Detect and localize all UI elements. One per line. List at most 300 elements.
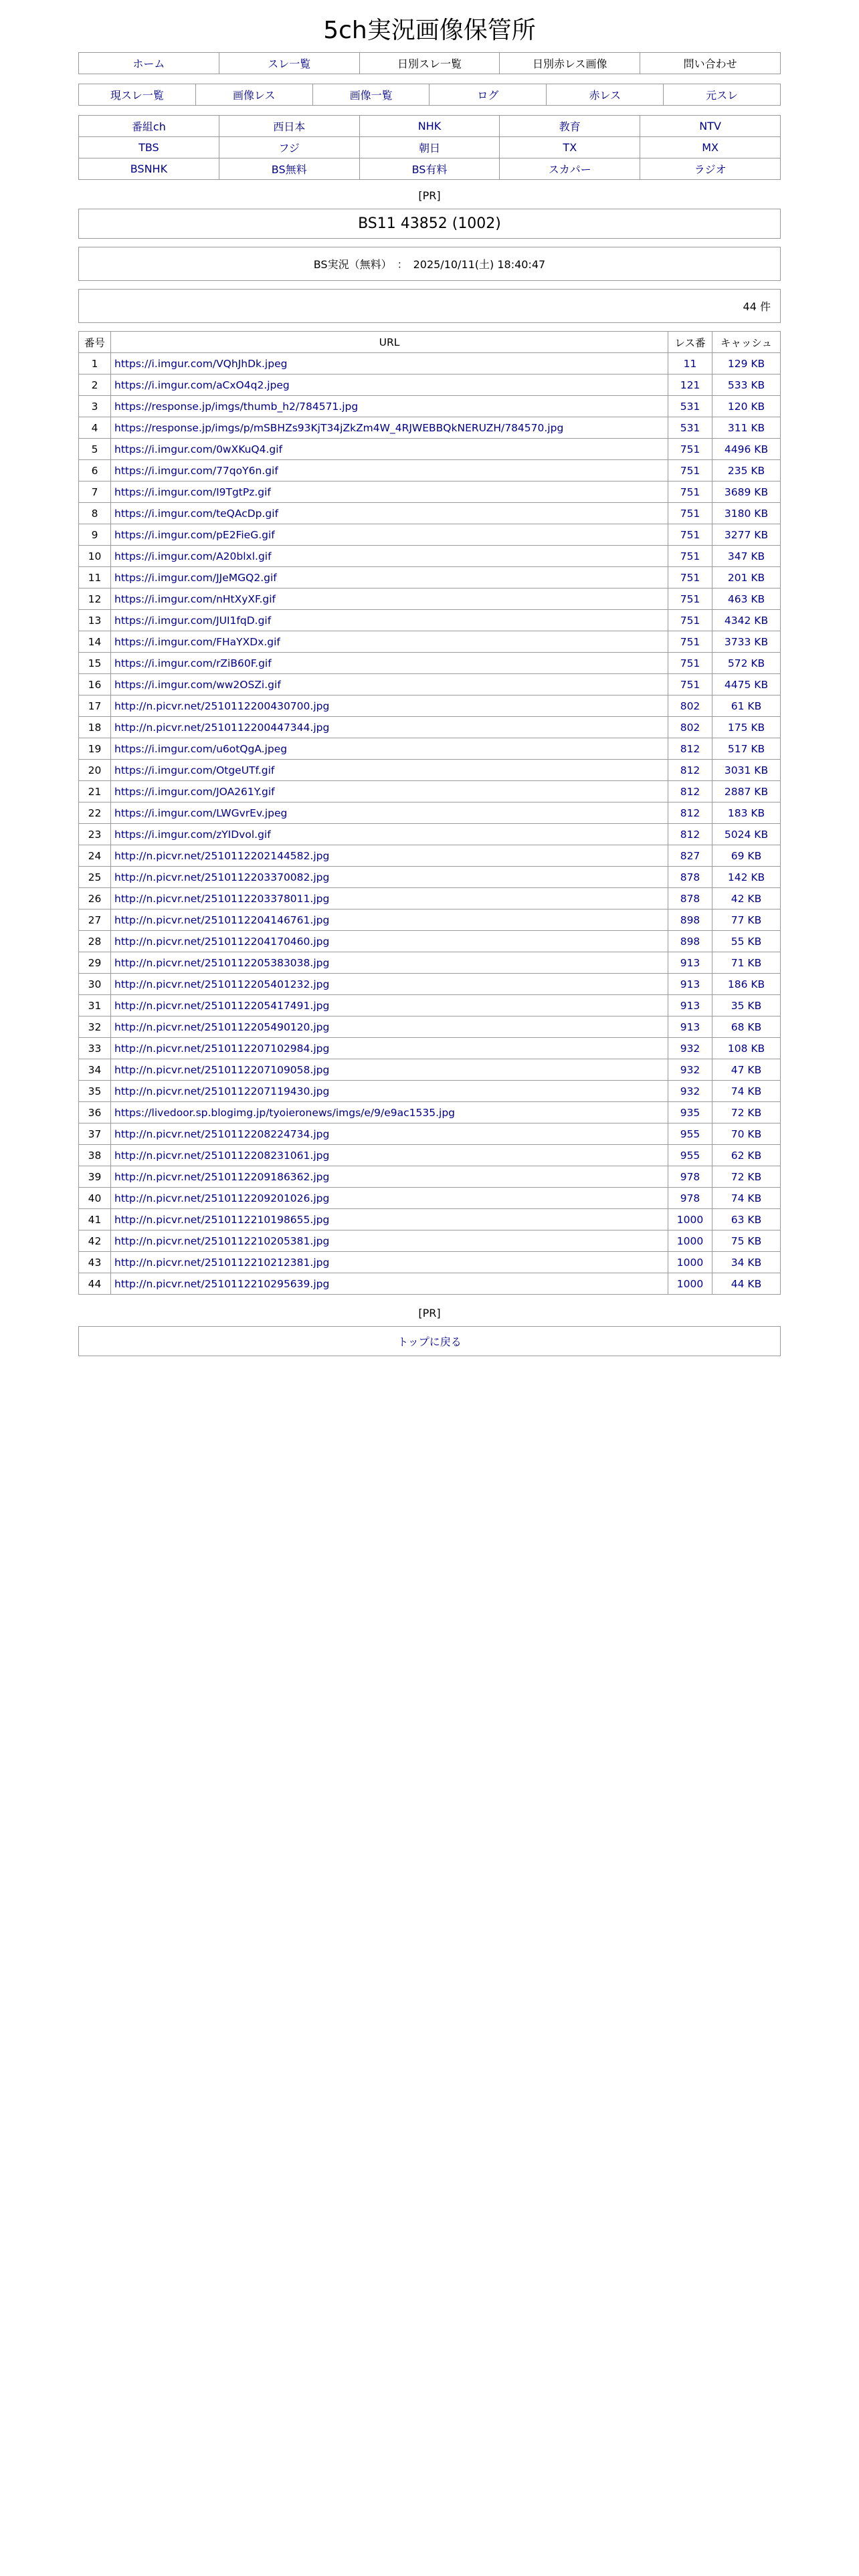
nav-image-list[interactable]: [312, 84, 430, 106]
res-number-link[interactable]: 751: [680, 550, 700, 562]
res-number-link[interactable]: 913: [680, 999, 700, 1012]
nav-thread-list[interactable]: [219, 53, 359, 74]
board-link[interactable]: ラジオ: [694, 163, 727, 176]
res-number-link[interactable]: 802: [680, 721, 700, 734]
row-res-cell[interactable]: [668, 995, 712, 1016]
row-cache-cell[interactable]: [712, 439, 781, 460]
image-url-link[interactable]: https://i.imgur.com/VQhJhDk.jpeg: [114, 357, 288, 370]
res-number-link[interactable]: 932: [680, 1085, 700, 1097]
row-res-cell[interactable]: [668, 867, 712, 888]
image-url-link[interactable]: http://n.picvr.net/2510112210198655.jpg: [114, 1213, 330, 1226]
cache-size-link[interactable]: 235 KB: [727, 464, 765, 477]
row-res-cell[interactable]: [668, 481, 712, 503]
image-url-link[interactable]: http://n.picvr.net/2510112207102984.jpg: [114, 1042, 330, 1055]
image-url-link[interactable]: https://i.imgur.com/A20blxl.gif: [114, 550, 272, 562]
nav-current-threads-link[interactable]: 現スレ一覧: [110, 89, 164, 102]
row-res-cell[interactable]: [668, 1230, 712, 1252]
row-cache-cell[interactable]: [712, 588, 781, 610]
row-cache-cell[interactable]: [712, 717, 781, 738]
row-cache-cell[interactable]: [712, 1123, 781, 1145]
cache-size-link[interactable]: 517 KB: [727, 742, 765, 755]
image-url-link[interactable]: http://n.picvr.net/2510112207109058.jpg: [114, 1063, 330, 1076]
row-cache-cell[interactable]: [712, 503, 781, 524]
cache-size-link[interactable]: 74 KB: [731, 1085, 762, 1097]
res-number-link[interactable]: 751: [680, 486, 700, 498]
row-url-cell[interactable]: [111, 546, 668, 567]
row-url-cell[interactable]: [111, 1102, 668, 1123]
row-url-cell[interactable]: [111, 610, 668, 631]
row-cache-cell[interactable]: [712, 952, 781, 974]
cache-size-link[interactable]: 74 KB: [731, 1192, 762, 1204]
image-url-link[interactable]: https://response.jp/imgs/thumb_h2/784571.jpg: [114, 400, 359, 413]
board-item[interactable]: [219, 158, 359, 180]
nav-original-thread-link[interactable]: 元スレ: [706, 89, 739, 102]
nav-contact[interactable]: [640, 53, 781, 74]
board-item[interactable]: [79, 116, 219, 137]
board-item[interactable]: [79, 137, 219, 158]
res-number-link[interactable]: 898: [680, 935, 700, 948]
cache-size-link[interactable]: 3180 KB: [724, 507, 769, 520]
res-number-link[interactable]: 751: [680, 593, 700, 605]
res-number-link[interactable]: 913: [680, 978, 700, 990]
row-res-cell[interactable]: [668, 503, 712, 524]
res-number-link[interactable]: 913: [680, 956, 700, 969]
row-url-cell[interactable]: [111, 1145, 668, 1166]
row-cache-cell[interactable]: [712, 546, 781, 567]
row-res-cell[interactable]: [668, 738, 712, 760]
row-url-cell[interactable]: [111, 845, 668, 867]
nav-contact-label[interactable]: 問い合わせ: [683, 58, 737, 70]
res-number-link[interactable]: 751: [680, 614, 700, 627]
cache-size-link[interactable]: 183 KB: [727, 807, 765, 819]
row-url-cell[interactable]: [111, 1059, 668, 1081]
row-res-cell[interactable]: [668, 781, 712, 802]
nav-daily-red-res-images[interactable]: [500, 53, 640, 74]
row-cache-cell[interactable]: [712, 417, 781, 439]
res-number-link[interactable]: 878: [680, 892, 700, 905]
image-url-link[interactable]: http://n.picvr.net/2510112202144582.jpg: [114, 849, 330, 862]
board-link[interactable]: BSNHK: [130, 163, 168, 175]
cache-size-link[interactable]: 5024 KB: [724, 828, 769, 841]
row-res-cell[interactable]: [668, 567, 712, 588]
row-res-cell[interactable]: [668, 631, 712, 653]
nav-image-list-link[interactable]: 画像一覧: [349, 89, 393, 102]
image-url-link[interactable]: http://n.picvr.net/2510112208224734.jpg: [114, 1128, 330, 1140]
cache-size-link[interactable]: 186 KB: [727, 978, 765, 990]
row-url-cell[interactable]: [111, 439, 668, 460]
res-number-link[interactable]: 751: [680, 571, 700, 584]
row-cache-cell[interactable]: [712, 824, 781, 845]
row-url-cell[interactable]: [111, 867, 668, 888]
board-link[interactable]: スカパー: [548, 163, 591, 176]
row-res-cell[interactable]: [668, 695, 712, 717]
res-number-link[interactable]: 898: [680, 914, 700, 926]
row-url-cell[interactable]: [111, 824, 668, 845]
cache-size-link[interactable]: 201 KB: [727, 571, 765, 584]
board-link[interactable]: フジ: [278, 142, 300, 154]
image-url-link[interactable]: http://n.picvr.net/2510112210205381.jpg: [114, 1235, 330, 1247]
image-url-link[interactable]: http://n.picvr.net/2510112205401232.jpg: [114, 978, 330, 990]
row-url-cell[interactable]: [111, 781, 668, 802]
board-item[interactable]: [640, 116, 781, 137]
row-cache-cell[interactable]: [712, 1209, 781, 1230]
image-url-link[interactable]: http://n.picvr.net/2510112204146761.jpg: [114, 914, 330, 926]
res-number-link[interactable]: 955: [680, 1149, 700, 1162]
board-link[interactable]: 番組ch: [131, 120, 166, 133]
row-cache-cell[interactable]: [712, 1081, 781, 1102]
nav-original-thread[interactable]: [664, 84, 781, 106]
board-link[interactable]: NTV: [699, 120, 721, 132]
image-url-link[interactable]: https://i.imgur.com/u6otQgA.jpeg: [114, 742, 288, 755]
row-cache-cell[interactable]: [712, 653, 781, 674]
image-url-link[interactable]: http://n.picvr.net/2510112203370082.jpg: [114, 871, 330, 883]
row-cache-cell[interactable]: [712, 1038, 781, 1059]
row-url-cell[interactable]: [111, 353, 668, 374]
row-cache-cell[interactable]: [712, 374, 781, 396]
row-res-cell[interactable]: [668, 845, 712, 867]
row-cache-cell[interactable]: [712, 1059, 781, 1081]
back-to-top-link[interactable]: トップに戻る: [397, 1335, 462, 1348]
cache-size-link[interactable]: 3031 KB: [724, 764, 769, 776]
cache-size-link[interactable]: 68 KB: [731, 1021, 762, 1033]
row-cache-cell[interactable]: [712, 1252, 781, 1273]
board-item[interactable]: [359, 116, 500, 137]
cache-size-link[interactable]: 4342 KB: [724, 614, 769, 627]
cache-size-link[interactable]: 70 KB: [731, 1128, 762, 1140]
cache-size-link[interactable]: 44 KB: [731, 1277, 762, 1290]
row-res-cell[interactable]: [668, 1016, 712, 1038]
row-cache-cell[interactable]: [712, 460, 781, 481]
row-res-cell[interactable]: [668, 824, 712, 845]
image-url-link[interactable]: https://i.imgur.com/0wXKuQ4.gif: [114, 443, 283, 455]
row-res-cell[interactable]: [668, 1209, 712, 1230]
row-res-cell[interactable]: [668, 1252, 712, 1273]
res-number-link[interactable]: 751: [680, 528, 700, 541]
res-number-link[interactable]: 1000: [676, 1256, 704, 1269]
cache-size-link[interactable]: 175 KB: [727, 721, 765, 734]
cache-size-link[interactable]: 4496 KB: [724, 443, 769, 455]
image-url-link[interactable]: https://i.imgur.com/JJeMGQ2.gif: [114, 571, 277, 584]
row-url-cell[interactable]: [111, 995, 668, 1016]
res-number-link[interactable]: 1000: [676, 1277, 704, 1290]
res-number-link[interactable]: 827: [680, 849, 700, 862]
cache-size-link[interactable]: 3733 KB: [724, 635, 769, 648]
cache-size-link[interactable]: 75 KB: [731, 1235, 762, 1247]
row-url-cell[interactable]: [111, 503, 668, 524]
image-url-link[interactable]: http://n.picvr.net/2510112209186362.jpg: [114, 1170, 330, 1183]
res-number-link[interactable]: 751: [680, 507, 700, 520]
board-item[interactable]: [640, 137, 781, 158]
nav-red-res-link[interactable]: 赤レス: [589, 89, 621, 102]
image-url-link[interactable]: http://n.picvr.net/2510112200447344.jpg: [114, 721, 330, 734]
cache-size-link[interactable]: 2887 KB: [724, 785, 769, 798]
image-url-link[interactable]: https://i.imgur.com/FHaYXDx.gif: [114, 635, 280, 648]
row-url-cell[interactable]: [111, 888, 668, 909]
image-url-link[interactable]: https://i.imgur.com/aCxO4q2.jpeg: [114, 379, 290, 391]
cache-size-link[interactable]: 72 KB: [731, 1106, 762, 1119]
row-cache-cell[interactable]: [712, 353, 781, 374]
row-cache-cell[interactable]: [712, 802, 781, 824]
res-number-link[interactable]: 955: [680, 1128, 700, 1140]
row-res-cell[interactable]: [668, 396, 712, 417]
row-url-cell[interactable]: [111, 674, 668, 695]
res-number-link[interactable]: 802: [680, 700, 700, 712]
row-url-cell[interactable]: [111, 974, 668, 995]
cache-size-link[interactable]: 55 KB: [731, 935, 762, 948]
row-res-cell[interactable]: [668, 1059, 712, 1081]
res-number-link[interactable]: 11: [683, 357, 697, 370]
row-url-cell[interactable]: [111, 952, 668, 974]
row-res-cell[interactable]: [668, 974, 712, 995]
nav-daily-thread-list-label[interactable]: 日別スレ一覧: [397, 58, 462, 70]
row-url-cell[interactable]: [111, 396, 668, 417]
row-cache-cell[interactable]: [712, 909, 781, 931]
image-url-link[interactable]: https://i.imgur.com/LWGvrEv.jpeg: [114, 807, 288, 819]
cache-size-link[interactable]: 3277 KB: [724, 528, 769, 541]
res-number-link[interactable]: 1000: [676, 1235, 704, 1247]
board-item[interactable]: [640, 158, 781, 180]
row-url-cell[interactable]: [111, 567, 668, 588]
image-url-link[interactable]: http://n.picvr.net/2510112207119430.jpg: [114, 1085, 330, 1097]
row-res-cell[interactable]: [668, 931, 712, 952]
row-url-cell[interactable]: [111, 374, 668, 396]
board-link[interactable]: MX: [702, 141, 719, 154]
row-res-cell[interactable]: [668, 417, 712, 439]
nav-red-res[interactable]: [547, 84, 664, 106]
cache-size-link[interactable]: 61 KB: [731, 700, 762, 712]
row-res-cell[interactable]: [668, 1123, 712, 1145]
row-res-cell[interactable]: [668, 588, 712, 610]
cache-size-link[interactable]: 3689 KB: [724, 486, 769, 498]
row-url-cell[interactable]: [111, 588, 668, 610]
image-url-link[interactable]: https://i.imgur.com/teQAcDp.gif: [114, 507, 279, 520]
cache-size-link[interactable]: 129 KB: [727, 357, 765, 370]
row-res-cell[interactable]: [668, 524, 712, 546]
nav-daily-thread-list[interactable]: [359, 53, 500, 74]
image-url-link[interactable]: http://n.picvr.net/2510112205490120.jpg: [114, 1021, 330, 1033]
nav-image-res-link[interactable]: 画像レス: [232, 89, 276, 102]
row-url-cell[interactable]: [111, 524, 668, 546]
cache-size-link[interactable]: 47 KB: [731, 1063, 762, 1076]
cache-size-link[interactable]: 533 KB: [727, 379, 765, 391]
image-url-link[interactable]: https://response.jp/imgs/p/mSBHZs93KjT34jZkZm4W_4RJWEBBQkNERUZH/784570.jpg: [114, 421, 564, 434]
board-link[interactable]: NHK: [417, 120, 442, 132]
board-link[interactable]: TBS: [138, 141, 159, 154]
row-res-cell[interactable]: [668, 1038, 712, 1059]
row-url-cell[interactable]: [111, 1273, 668, 1295]
image-url-link[interactable]: https://i.imgur.com/JUI1fqD.gif: [114, 614, 272, 627]
row-cache-cell[interactable]: [712, 1273, 781, 1295]
res-number-link[interactable]: 932: [680, 1063, 700, 1076]
row-url-cell[interactable]: [111, 460, 668, 481]
row-res-cell[interactable]: [668, 653, 712, 674]
image-url-link[interactable]: https://i.imgur.com/77qoY6n.gif: [114, 464, 278, 477]
board-item[interactable]: [79, 158, 219, 180]
row-url-cell[interactable]: [111, 417, 668, 439]
row-cache-cell[interactable]: [712, 931, 781, 952]
row-url-cell[interactable]: [111, 1209, 668, 1230]
image-url-link[interactable]: http://n.picvr.net/2510112208231061.jpg: [114, 1149, 330, 1162]
row-cache-cell[interactable]: [712, 760, 781, 781]
cache-size-link[interactable]: 34 KB: [731, 1256, 762, 1269]
cache-size-link[interactable]: 62 KB: [731, 1149, 762, 1162]
image-url-link[interactable]: https://livedoor.sp.blogimg.jp/tyoieronews/imgs/e/9/e9ac1535.jpg: [114, 1106, 455, 1119]
res-number-link[interactable]: 812: [680, 785, 700, 798]
cache-size-link[interactable]: 463 KB: [727, 593, 765, 605]
res-number-link[interactable]: 121: [680, 379, 700, 391]
nav-home[interactable]: [79, 53, 219, 74]
image-url-link[interactable]: https://i.imgur.com/nHtXyXF.gif: [114, 593, 276, 605]
row-url-cell[interactable]: [111, 631, 668, 653]
back-to-top[interactable]: [78, 1326, 781, 1356]
row-res-cell[interactable]: [668, 909, 712, 931]
cache-size-link[interactable]: 69 KB: [731, 849, 762, 862]
res-number-link[interactable]: 812: [680, 742, 700, 755]
row-url-cell[interactable]: [111, 931, 668, 952]
res-number-link[interactable]: 751: [680, 678, 700, 691]
board-link[interactable]: BS有料: [411, 163, 448, 176]
board-item[interactable]: [500, 158, 640, 180]
image-url-link[interactable]: https://i.imgur.com/zYIDvol.gif: [114, 828, 271, 841]
res-number-link[interactable]: 812: [680, 807, 700, 819]
nav-home-link[interactable]: ホーム: [132, 58, 165, 70]
image-url-link[interactable]: http://n.picvr.net/2510112209201026.jpg: [114, 1192, 330, 1204]
row-cache-cell[interactable]: [712, 1230, 781, 1252]
row-cache-cell[interactable]: [712, 1016, 781, 1038]
nav-log[interactable]: [430, 84, 547, 106]
row-res-cell[interactable]: [668, 674, 712, 695]
row-url-cell[interactable]: [111, 738, 668, 760]
row-res-cell[interactable]: [668, 610, 712, 631]
image-url-link[interactable]: http://n.picvr.net/2510112210212381.jpg: [114, 1256, 330, 1269]
row-cache-cell[interactable]: [712, 1102, 781, 1123]
image-url-link[interactable]: http://n.picvr.net/2510112210295639.jpg: [114, 1277, 330, 1290]
image-url-link[interactable]: https://i.imgur.com/I9TgtPz.gif: [114, 486, 271, 498]
res-number-link[interactable]: 978: [680, 1192, 700, 1204]
row-cache-cell[interactable]: [712, 567, 781, 588]
cache-size-link[interactable]: 77 KB: [731, 914, 762, 926]
row-url-cell[interactable]: [111, 1081, 668, 1102]
cache-size-link[interactable]: 120 KB: [727, 400, 765, 413]
row-res-cell[interactable]: [668, 546, 712, 567]
nav-thread-list-link[interactable]: スレ一覧: [268, 58, 311, 70]
res-number-link[interactable]: 531: [680, 421, 700, 434]
row-cache-cell[interactable]: [712, 481, 781, 503]
row-url-cell[interactable]: [111, 1166, 668, 1188]
res-number-link[interactable]: 878: [680, 871, 700, 883]
board-item[interactable]: [500, 137, 640, 158]
cache-size-link[interactable]: 142 KB: [727, 871, 765, 883]
row-url-cell[interactable]: [111, 717, 668, 738]
nav-image-res[interactable]: [195, 84, 312, 106]
row-cache-cell[interactable]: [712, 524, 781, 546]
board-link[interactable]: 西日本: [273, 120, 306, 133]
row-cache-cell[interactable]: [712, 845, 781, 867]
row-url-cell[interactable]: [111, 1038, 668, 1059]
res-number-link[interactable]: 751: [680, 443, 700, 455]
row-res-cell[interactable]: [668, 353, 712, 374]
board-link[interactable]: BS無料: [271, 163, 307, 176]
board-link[interactable]: 教育: [559, 120, 581, 133]
row-url-cell[interactable]: [111, 695, 668, 717]
row-res-cell[interactable]: [668, 802, 712, 824]
cache-size-link[interactable]: 311 KB: [727, 421, 765, 434]
image-url-link[interactable]: https://i.imgur.com/rZiB60F.gif: [114, 657, 272, 669]
nav-current-threads[interactable]: [79, 84, 196, 106]
row-res-cell[interactable]: [668, 439, 712, 460]
res-number-link[interactable]: 913: [680, 1021, 700, 1033]
cache-size-link[interactable]: 347 KB: [727, 550, 765, 562]
row-res-cell[interactable]: [668, 1081, 712, 1102]
row-url-cell[interactable]: [111, 802, 668, 824]
row-cache-cell[interactable]: [712, 1166, 781, 1188]
cache-size-link[interactable]: 42 KB: [731, 892, 762, 905]
cache-size-link[interactable]: 71 KB: [731, 956, 762, 969]
cache-size-link[interactable]: 72 KB: [731, 1170, 762, 1183]
cache-size-link[interactable]: 108 KB: [727, 1042, 765, 1055]
board-link[interactable]: 朝日: [418, 142, 440, 154]
row-url-cell[interactable]: [111, 481, 668, 503]
nav-log-link[interactable]: ログ: [477, 89, 499, 102]
row-cache-cell[interactable]: [712, 1188, 781, 1209]
row-res-cell[interactable]: [668, 717, 712, 738]
row-res-cell[interactable]: [668, 1145, 712, 1166]
row-cache-cell[interactable]: [712, 610, 781, 631]
row-cache-cell[interactable]: [712, 867, 781, 888]
res-number-link[interactable]: 1000: [676, 1213, 704, 1226]
res-number-link[interactable]: 812: [680, 828, 700, 841]
board-item[interactable]: [500, 116, 640, 137]
res-number-link[interactable]: 935: [680, 1106, 700, 1119]
board-item[interactable]: [359, 158, 500, 180]
row-cache-cell[interactable]: [712, 396, 781, 417]
row-url-cell[interactable]: [111, 1252, 668, 1273]
row-cache-cell[interactable]: [712, 738, 781, 760]
image-url-link[interactable]: http://n.picvr.net/2510112205383038.jpg: [114, 956, 330, 969]
image-url-link[interactable]: http://n.picvr.net/2510112205417491.jpg: [114, 999, 330, 1012]
row-res-cell[interactable]: [668, 952, 712, 974]
cache-size-link[interactable]: 35 KB: [731, 999, 762, 1012]
row-res-cell[interactable]: [668, 1166, 712, 1188]
row-url-cell[interactable]: [111, 1188, 668, 1209]
row-res-cell[interactable]: [668, 1102, 712, 1123]
row-cache-cell[interactable]: [712, 674, 781, 695]
res-number-link[interactable]: 751: [680, 464, 700, 477]
cache-size-link[interactable]: 572 KB: [727, 657, 765, 669]
row-res-cell[interactable]: [668, 374, 712, 396]
nav-daily-red-res-images-label[interactable]: 日別赤レス画像: [533, 58, 607, 70]
row-cache-cell[interactable]: [712, 781, 781, 802]
cache-size-link[interactable]: 63 KB: [731, 1213, 762, 1226]
row-res-cell[interactable]: [668, 888, 712, 909]
row-cache-cell[interactable]: [712, 995, 781, 1016]
row-cache-cell[interactable]: [712, 631, 781, 653]
image-url-link[interactable]: http://n.picvr.net/2510112204170460.jpg: [114, 935, 330, 948]
row-url-cell[interactable]: [111, 1123, 668, 1145]
res-number-link[interactable]: 812: [680, 764, 700, 776]
image-url-link[interactable]: https://i.imgur.com/pE2FieG.gif: [114, 528, 275, 541]
board-item[interactable]: [219, 137, 359, 158]
board-link[interactable]: TX: [563, 141, 577, 154]
row-cache-cell[interactable]: [712, 695, 781, 717]
row-cache-cell[interactable]: [712, 1145, 781, 1166]
res-number-link[interactable]: 932: [680, 1042, 700, 1055]
row-url-cell[interactable]: [111, 909, 668, 931]
row-cache-cell[interactable]: [712, 974, 781, 995]
res-number-link[interactable]: 978: [680, 1170, 700, 1183]
res-number-link[interactable]: 531: [680, 400, 700, 413]
res-number-link[interactable]: 751: [680, 635, 700, 648]
